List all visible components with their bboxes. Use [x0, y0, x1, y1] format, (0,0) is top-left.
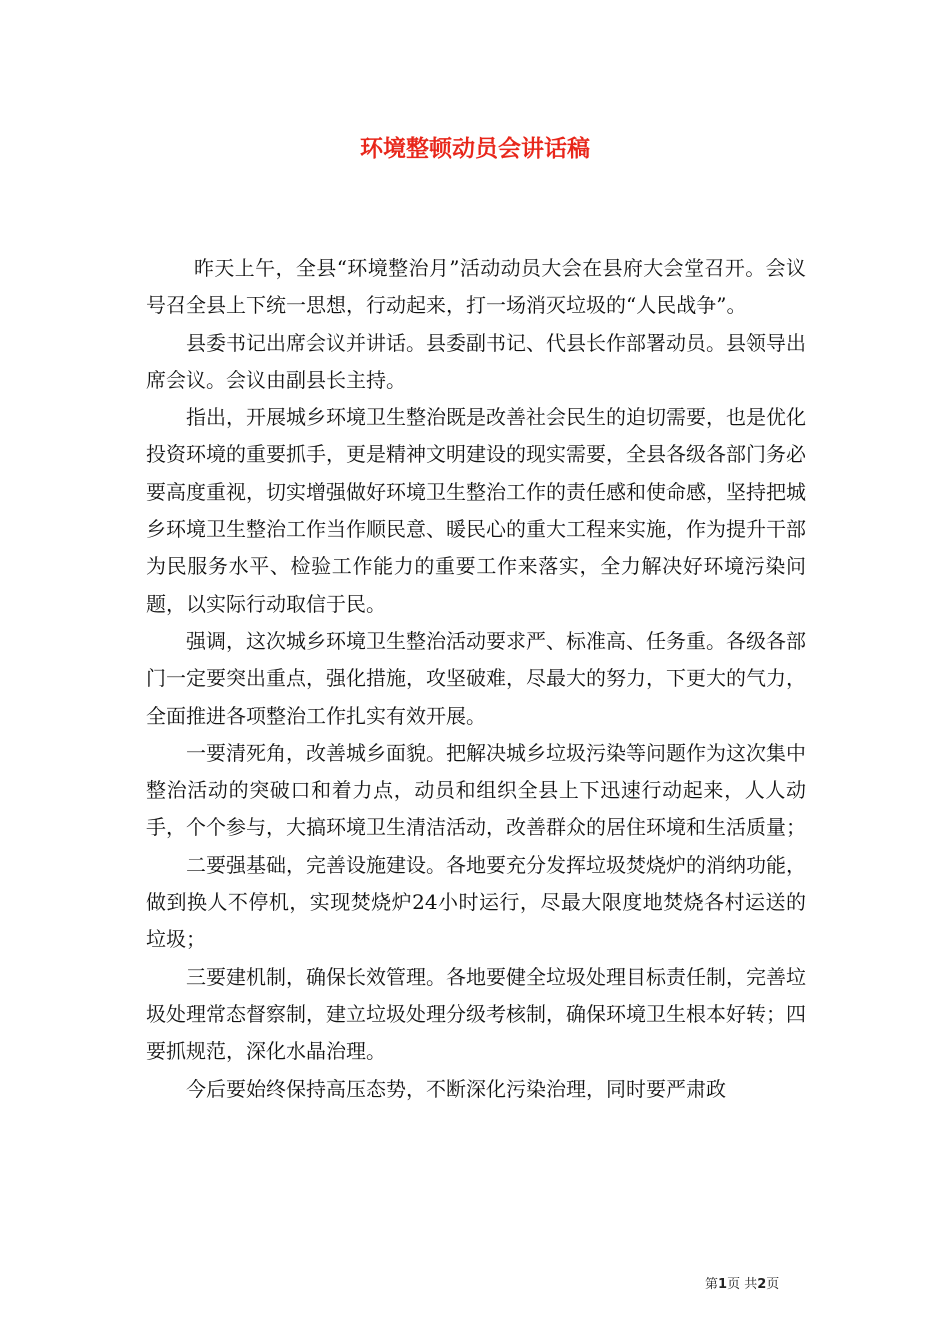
paragraph-8: 今后要始终保持高压态势，不断深化污染治理，同时要严肃政: [186, 1076, 726, 1101]
paragraph-7: 三要建机制，确保长效管理。各地要健全垃圾处理目标责任制，完善垃圾处理常态督察制，建立垃圾处理分级考核制，确保环境卫生根本好转；四要抓规范，深化水晶治理。: [146, 964, 806, 1064]
footer-middle: 页 共: [727, 1277, 758, 1292]
document-body: [146, 250, 806, 1108]
paragraph-2: 县委书记出席会议并讲话。县委副书记、代县长作部署动员。县领导出席会议。会议由副县长主持。: [146, 330, 806, 392]
footer-suffix: 页: [766, 1277, 780, 1292]
page-number-footer: [705, 1276, 779, 1294]
current-page-number: 1: [718, 1277, 728, 1292]
footer-prefix: 第: [705, 1277, 719, 1292]
paragraph-4: 强调，这次城乡环境卫生整治活动要求严、标准高、任务重。各级各部门一定要突出重点，强化措施，攻坚破难，尽最大的努力，下更大的气力，全面推进各项整治工作扎实有效开展。: [146, 628, 806, 728]
paragraph-3: 指出，开展城乡环境卫生整治既是改善社会民生的迫切需要，也是优化投资环境的重要抓手，更是精神文明建设的现实需要，全县各级各部门务必要高度重视，切实增强做好环境卫生整治工作的责任感和使命感，坚持把城乡环境卫生整治工作当作顺民意、暖民心的重大工程来实施，作为提升干部为民服务水平、检验工作能力的重要工作来落实，全力解决好环境污染问题，以实际行动取信于民。: [146, 405, 806, 616]
paragraph-6: 二要强基础，完善设施建设。各地要充分发挥垃圾焚烧炉的消纳功能，做到换人不停机，实现焚烧炉24小时运行，尽最大限度地焚烧各村运送的垃圾；: [146, 852, 806, 952]
document-title: 环境整顿动员会讲话稿: [360, 136, 590, 162]
total-pages-number: 2: [757, 1277, 767, 1292]
paragraph-5: 一要清死角，改善城乡面貌。把解决城乡垃圾污染等问题作为这次集中整治活动的突破口和着力点，动员和组织全县上下迅速行动起来，人人动手，个个参与，大搞环境卫生清洁活动，改善群众的居住环境和生活质量；: [146, 740, 806, 840]
paragraph-1: 昨天上午，全县“环境整治月”活动动员大会在县府大会堂召开。会议号召全县上下统一思想，行动起来，打一场消灭垃圾的“人民战争”。: [146, 256, 806, 318]
